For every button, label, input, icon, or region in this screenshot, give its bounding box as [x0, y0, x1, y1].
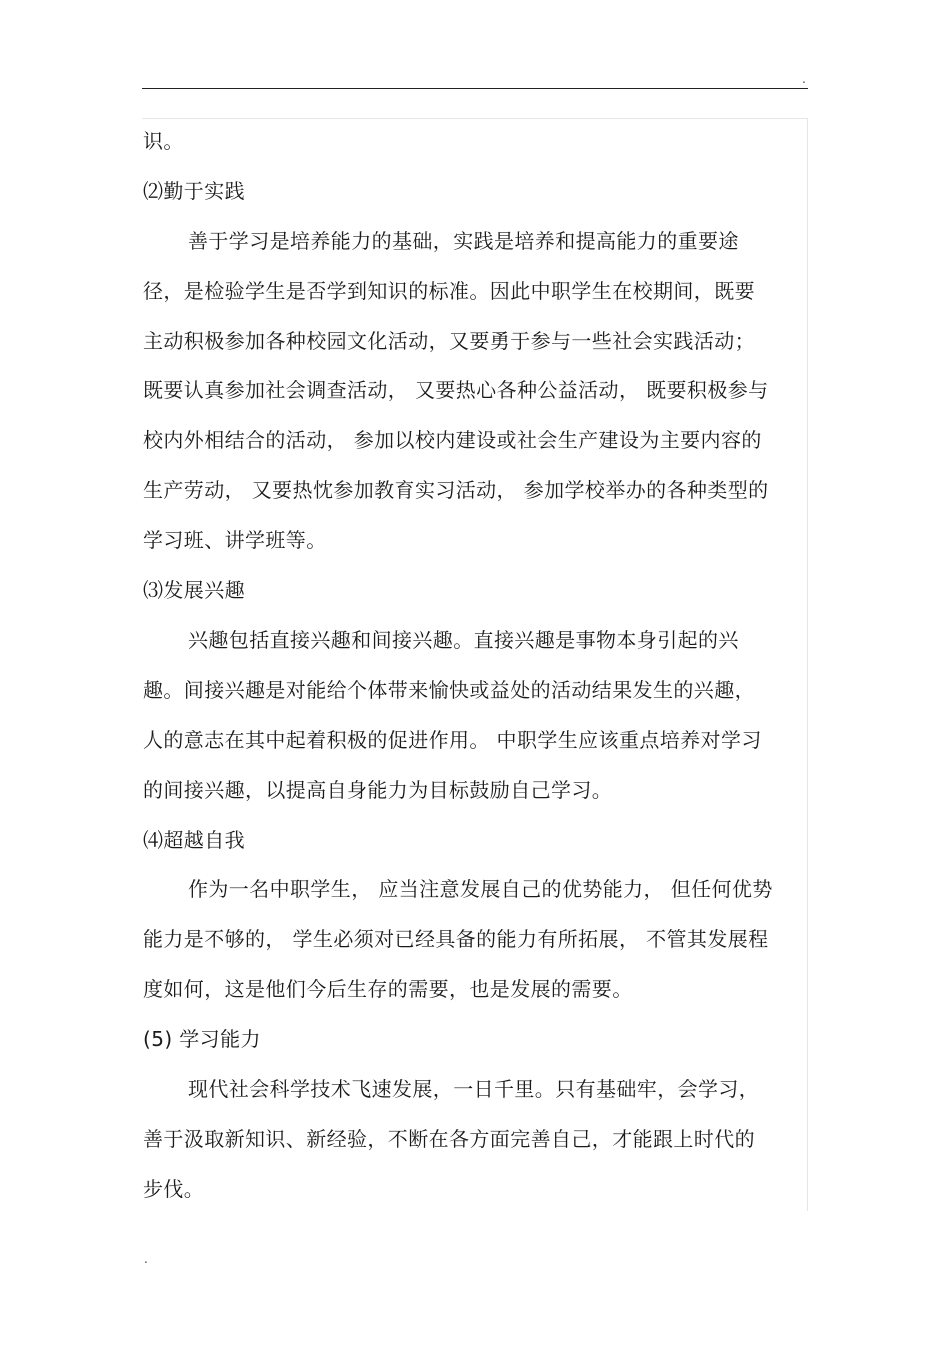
section-heading: ⑷超越自我	[143, 828, 245, 852]
text-line: 的间接兴趣，以提高自身能力为目标鼓励自己学习。	[143, 778, 613, 802]
text-line: 现代社会科学技术飞速发展，一日千里。只有基础牢，会学习，	[188, 1077, 760, 1101]
text-line: 善于学习是培养能力的基础，实践是培养和提高能力的重要途	[188, 229, 739, 253]
header-mark: .	[802, 72, 806, 86]
text-line: 主动积极参加各种校园文化活动，又要勇于参与一些社会实践活动；	[143, 329, 755, 353]
text-line: 善于汲取新知识、新经验，不断在各方面完善自己，才能跟上时代的	[143, 1127, 755, 1151]
text-line: 校内外相结合的活动， 参加以校内建设或社会生产建设为主要内容的	[143, 428, 762, 452]
text-line: 步伐。	[143, 1177, 205, 1201]
header-rule	[142, 88, 808, 89]
footer-mark: .	[144, 1252, 148, 1266]
text-line: 趣。间接兴趣是对能给个体带来愉快或益处的活动结果发生的兴趣，	[143, 678, 755, 702]
text-line: 作为一名中职学生， 应当注意发展自己的优势能力， 但任何优势	[188, 877, 773, 901]
text-line: 径，是检验学生是否学到知识的标准。因此中职学生在校期间，既要	[143, 279, 755, 303]
text-line: 兴趣包括直接兴趣和间接兴趣。直接兴趣是事物本身引起的兴	[188, 628, 739, 652]
text-line: 能力是不够的， 学生必须对已经具备的能力有所拓展， 不管其发展程	[143, 927, 769, 951]
section-heading: (5) 学习能力	[143, 1027, 261, 1051]
text-line: 生产劳动， 又要热忱参加教育实习活动， 参加学校举办的各种类型的	[143, 478, 769, 502]
text-line: 既要认真参加社会调查活动， 又要热心各种公益活动， 既要积极参与	[143, 378, 769, 402]
text-line: 人的意志在其中起着积极的促进作用。 中职学生应该重点培养对学习	[143, 728, 762, 752]
text-line: 度如何，这是他们今后生存的需要，也是发展的需要。	[143, 977, 633, 1001]
section-heading: ⑶发展兴趣	[143, 578, 245, 602]
section-heading: ⑵勤于实践	[143, 179, 245, 203]
text-line: 学习班、讲学班等。	[143, 528, 327, 552]
text-line: 识。	[143, 129, 184, 153]
